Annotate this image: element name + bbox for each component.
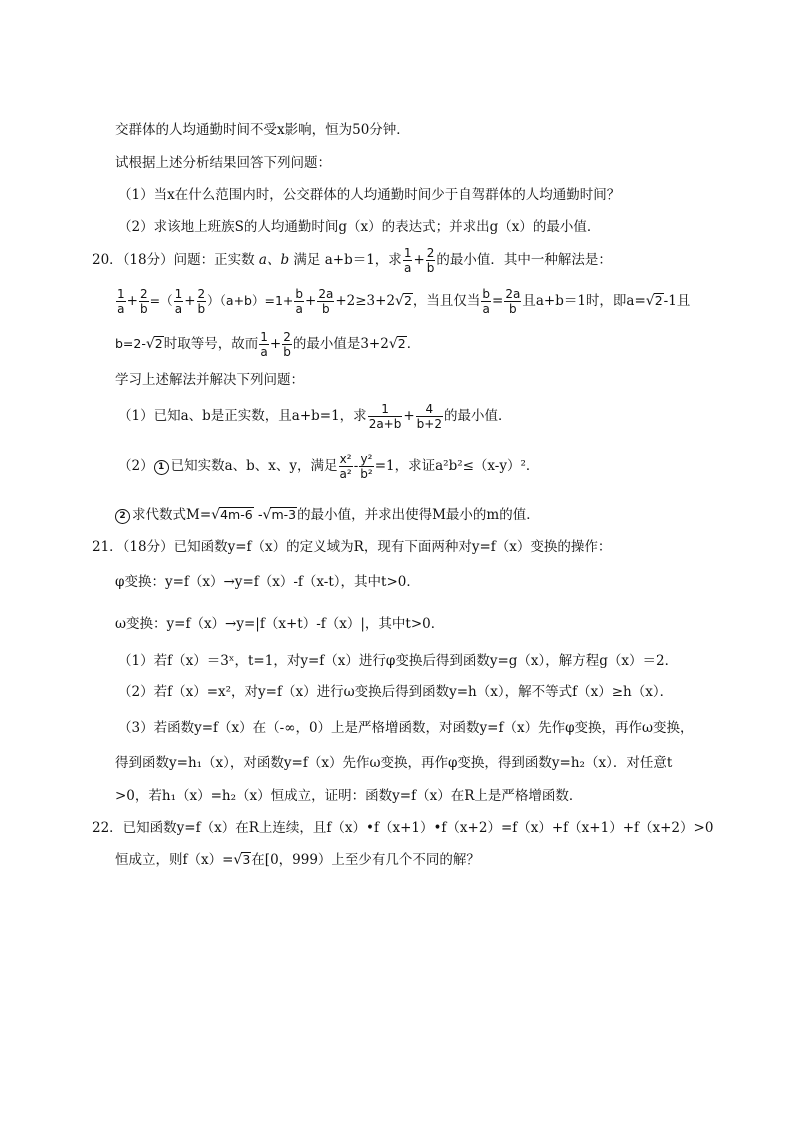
sqrt-4m-6: 4m-6 bbox=[220, 507, 253, 522]
q20-learn: 学习上述解法并解决下列问题： bbox=[115, 372, 304, 388]
q20-header: 20．（18分）问题：正实数 a、b 满足 a+b＝1，求 $\frac{1}{a}$ + $\frac{2}{b}$ 的最小值．其中一种解法是： bbox=[92, 246, 612, 275]
q21-part2: （2）若f（x）=x²，对y=f（x）进行ω变换后得到函数y=h（x），解不等式f（x）≥h（x）． bbox=[118, 684, 674, 700]
q20-number: 20． bbox=[92, 252, 123, 268]
q21-part1: （1）若f（x）＝3ˣ，t=1，对y=f（x）进行φ变换后得到函数y=g（x），解方程g（x）＝2． bbox=[118, 653, 679, 669]
circled-2-icon: 2 bbox=[115, 509, 130, 524]
q19-part2: （2）求该地上班族S的人均通勤时间g（x）的表达式；并求出g（x）的最小值． bbox=[118, 219, 601, 235]
q21-part3-line2: 得到函数y=h₁（x），对函数y=f（x）先作ω变换，再作φ变换，得到函数y=h₂（x）．对任意t bbox=[115, 755, 673, 771]
q21-header: 21．（18分）已知函数y=f（x）的定义域为R，现有下面两种对y=f（x）变换的操作： bbox=[92, 539, 612, 555]
q20-part2-i: （2） 1 已知实数a、b、x、y，满足 $\frac{\text{x²}}{\text{a²}}$ - $\frac{\text{y²}}{\text{b²}}$ =1，求证a²b²≤（x-y）²． bbox=[118, 452, 540, 481]
q20-intro: （18分）问题：正实数 bbox=[122, 252, 255, 268]
sqrt-3: 3 bbox=[242, 852, 251, 867]
q21-part3-line3: >0，若h₁（x）=h₂（x）恒成立，证明：函数y=f（x）在R上是严格增函数． bbox=[115, 788, 583, 804]
q22-line1: 22．已知函数y=f（x）在R上连续，且f（x）•f（x+1）•f（x+2）=f（x）+f（x+1）+f（x+2）>0 bbox=[92, 820, 714, 836]
frac-2-b: $\frac{2}{b}$ bbox=[426, 246, 435, 275]
frac-1-2a-b: $\frac{1}{2a+b}$ bbox=[368, 402, 402, 431]
q20-tail: 的最小值．其中一种解法是： bbox=[436, 252, 612, 268]
q20-cond: a+b＝1，求 bbox=[324, 252, 402, 268]
q20-solution-line1: $\frac{1}{a}$ + $\frac{2}{b}$ =（ $\frac{1}{a}$ + $\frac{2}{b}$ ）（a+b）=1+ $\frac{b}{a}$ + $\frac{2a}{b}$ +2≥3+2√2，当且仅当 $\frac{b}{a}$ = $\frac{2a}{b}$ 且a+b＝1时，即a=√2-1且 bbox=[117, 287, 691, 316]
q21-omega-transform: ω变换：y=f（x）→y=|f（x+t）-f（x）|，其中t>0． bbox=[115, 616, 445, 632]
q20-mid: 满足 bbox=[293, 252, 321, 268]
q20-vars: a、b bbox=[258, 252, 290, 268]
q21-phi-transform: φ变换：y=f（x）→y=f（x）-f（x-t），其中t>0． bbox=[115, 574, 420, 590]
q19-line1: 交群体的人均通勤时间不受x影响，恒为50分钟． bbox=[115, 122, 410, 138]
frac-1-a: $\frac{1}{a}$ bbox=[403, 246, 412, 275]
sqrt-m-3: m-3 bbox=[271, 507, 297, 522]
frac-4-b-2: $\frac{4}{b+2}$ bbox=[416, 402, 442, 431]
q19-line2: 试根据上述分析结果回答下列问题： bbox=[115, 155, 331, 171]
q22-line2: 恒成立，则f（x）=√3在[0，999）上至少有几个不同的解？ bbox=[115, 852, 480, 868]
q19-part1: （1）当x在什么范围内时，公交群体的人均通勤时间少于自驾群体的人均通勤时间？ bbox=[118, 187, 621, 203]
circled-1-icon: 1 bbox=[154, 460, 169, 475]
q20-solution-line2: b=2-√2时取等号，故而 $\frac{1}{a}$ + $\frac{2}{b}$ 的最小值是3+2√2． bbox=[115, 330, 421, 359]
q21-part3-line1: （3）若函数y=f（x）在（-∞，0）上是严格增函数，对函数y=f（x）先作φ变换，再作ω变换， bbox=[118, 720, 694, 736]
q20-part1: （1）已知a、b是正实数，且a+b=1，求 $\frac{1}{2a+b}$ + $\frac{4}{b+2}$ 的最小值． bbox=[118, 402, 512, 431]
q20-part2-ii: 2 求代数式M=√4m-6 -√m-3的最小值，并求出使得M最小的m的值． bbox=[115, 505, 540, 525]
sqrt-2: 2 bbox=[403, 293, 412, 308]
